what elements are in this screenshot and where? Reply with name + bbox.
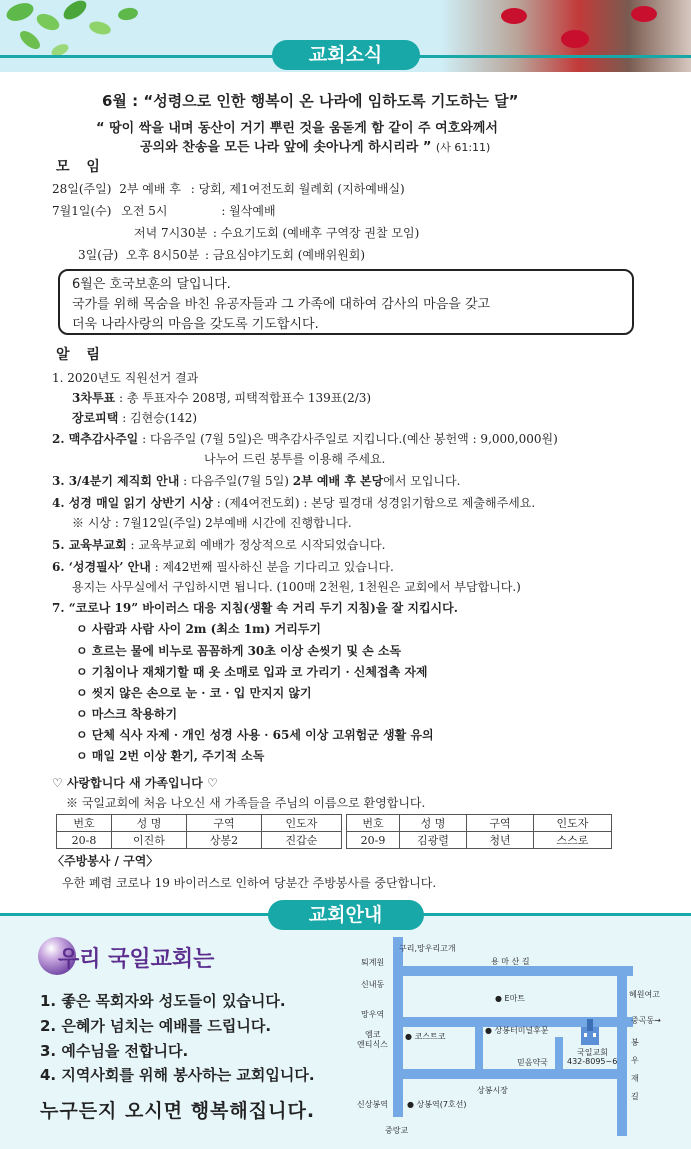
memorial-line: 더욱 나라사랑의 마음을 갖도록 기도합시다. <box>72 317 319 332</box>
welcome-slogan: 누구든지 오시면 행복해집니다. <box>40 1100 316 1122</box>
meeting-row <box>52 202 276 219</box>
text: : 다음주일(7월 5일) <box>179 474 293 488</box>
table-cell: 청년 <box>467 832 534 849</box>
meeting-desc: : 당회, 제1여전도회 월례회 (지하예배실) <box>190 182 405 196</box>
notices-heading: 알 림 <box>56 347 106 363</box>
kitchen-text: 우한 폐렴 코로나 19 바이러스로 인하여 당분간 주방봉사를 중단합니다. <box>62 876 437 890</box>
map-label-up: 구리,망우리고개 <box>399 944 456 953</box>
meeting-row <box>134 224 419 241</box>
verse-line-2 <box>140 136 490 155</box>
meeting-time: 저녁 7시30분 <box>134 226 208 240</box>
notice-4 <box>52 494 535 511</box>
map-label-bongu: 봉 <box>631 1038 639 1047</box>
label: 4. 성경 매일 읽기 상반기 시상 <box>52 496 213 510</box>
column-header: 성 명 <box>112 815 187 832</box>
map-label-road: 용 마 산 길 <box>491 957 530 966</box>
table-row <box>347 832 612 849</box>
text: : 교육부교회 예배가 정상적으로 시작되었습니다. <box>126 538 386 552</box>
meeting-desc: : 금요심야기도회 (예배위원회) <box>204 248 366 262</box>
notice-5 <box>52 536 385 553</box>
meeting-desc: : 수요기도회 (예배후 구역장 권찰 모임) <box>212 226 420 240</box>
meeting-date: 3일(금) <box>78 248 119 262</box>
memorial-line: 국가를 위해 목숨을 바친 유공자들과 그 가족에 대하여 감사의 마음을 갖고 <box>72 297 491 312</box>
memorial-month-box <box>58 269 634 335</box>
map-label-mangu: 망우역 <box>361 1010 385 1019</box>
feature-item: 4. 지역사회를 위해 봉사하는 교회입니다. <box>40 1066 315 1084</box>
table-header-row <box>347 815 612 832</box>
map-label-mideum: 믿음약국 <box>517 1058 548 1067</box>
verse-reference: (사 61:11) <box>435 141 491 154</box>
text: : 총 투표자수 208명, 피택적합표수 139표(2/3) <box>115 391 372 405</box>
label: 장로피택 <box>72 411 119 425</box>
notice-4-cont: ※ 시상 : 7월12일(주일) 2부예배 시간에 진행합니다. <box>72 516 352 530</box>
month-theme-title: 6월 : “성령으로 인한 행복이 온 나라에 임하도록 기도하는 달” <box>102 92 519 110</box>
notice-1-line2 <box>72 389 371 406</box>
table-cell: 김광렬 <box>400 832 467 849</box>
table-header-row <box>57 815 342 832</box>
map-label-yem2: 엔티식스 <box>357 1040 388 1049</box>
verse-line-1: “ 땅이 싹을 내며 동산이 거기 뿌린 것을 움돋게 함 같이 주 여호와께서 <box>96 121 498 136</box>
map-label-phone: 432-8095~6 <box>567 1057 618 1066</box>
verse-line-2-text: 공의와 찬송을 모든 나라 앞에 솟아나게 하시리라 ” <box>140 140 432 155</box>
text: : (제4여전도회) : 본당 필경대 성경읽기함으로 제출해주세요. <box>212 496 536 510</box>
column-header: 성 명 <box>400 815 467 832</box>
covid-rule: ㅇ 씻지 않은 손으로 눈 · 코 · 입 만지지 않기 <box>76 686 312 700</box>
map-label-emart: ● E마트 <box>495 994 526 1003</box>
label: 3차투표 <box>72 391 116 405</box>
meeting-time: 오전 5시 <box>121 204 168 218</box>
column-header: 인도자 <box>262 815 342 832</box>
label: 2. 맥추감사주일 <box>52 432 139 446</box>
map-label-jungrang: 중랑교 <box>385 1126 409 1135</box>
table-cell: 상봉2 <box>187 832 262 849</box>
bold: 2부 예배 후 본당 <box>292 474 384 488</box>
map-label-terminal: ● 상봉터미널후문 <box>485 1026 549 1035</box>
map-label-toegyewon: 퇴계원 <box>361 958 385 967</box>
meeting-date: 28일(주일) <box>52 182 112 196</box>
map-road-vertical-left <box>393 937 403 1117</box>
location-map <box>345 933 665 1139</box>
meeting-row <box>52 180 405 197</box>
church-building-icon <box>579 1019 601 1045</box>
map-label-market: 상봉시장 <box>477 1086 508 1095</box>
notice-6 <box>52 558 394 575</box>
map-label-hyewon: 혜원여고 <box>629 990 660 999</box>
map-road-small-2 <box>555 1037 563 1069</box>
map-label-sinsangbong: 신상봉역 <box>357 1100 388 1109</box>
label: 5. 교육부교회 <box>52 538 127 552</box>
kitchen-heading: 〈주방봉사 / 구역〉 <box>52 854 159 868</box>
covid-rule: ㅇ 매일 2번 이상 환기, 주기적 소독 <box>76 749 265 763</box>
map-label-bongu3: 재 <box>631 1074 639 1083</box>
map-label-church: 국일교회 <box>577 1048 608 1057</box>
newcomers-table-left <box>56 814 342 849</box>
notice-2 <box>52 430 558 447</box>
text: : 김현승(142) <box>118 411 198 425</box>
newcomers-table-right <box>346 814 612 849</box>
meeting-time: 2부 예배 후 <box>119 182 181 196</box>
table-row <box>57 832 342 849</box>
text: : 제42번째 필사하신 분을 기다리고 있습니다. <box>150 560 394 574</box>
notice-3 <box>52 472 460 489</box>
column-header: 번호 <box>347 815 400 832</box>
map-label-junggok: 중곡동→ <box>631 1016 661 1025</box>
intro-title: 우리 국일교회는 <box>58 947 215 972</box>
intro-ribbon: 교회안내 <box>268 900 424 930</box>
map-label-bongu2: 우 <box>631 1056 639 1065</box>
column-header: 인도자 <box>534 815 612 832</box>
map-label-sangbong-station: ● 상봉역(7호선) <box>407 1100 467 1109</box>
newcomers-heading: ♡ 사랑합니다 새 가족입니다 ♡ <box>52 776 218 790</box>
notice-1-head: 1. 2020년도 직원선거 결과 <box>52 371 199 385</box>
table-cell: 이진하 <box>112 832 187 849</box>
map-label-sinnaedong: 신내동 <box>361 980 385 989</box>
covid-rule: ㅇ 흐르는 물에 비누로 꼼꼼하게 30초 이상 손씻기 및 손 소독 <box>76 644 402 658</box>
notice-7-head: 7. “코로나 19” 바이러스 대응 지침(생활 속 거리 두기 지침)을 잘 지킵시다. <box>52 601 458 615</box>
map-road-horizontal-top <box>393 966 633 976</box>
feature-item: 3. 예수님을 전합니다. <box>40 1042 189 1060</box>
meeting-date: 7월1일(수) <box>52 204 112 218</box>
notice-1-line3 <box>72 409 197 426</box>
table-cell: 진갑순 <box>262 832 342 849</box>
end: 에서 모입니다. <box>383 474 461 488</box>
map-road-vertical-right <box>617 966 627 1136</box>
covid-rule: ㅇ 마스크 착용하기 <box>76 707 178 721</box>
label: 3. 3/4분기 제직회 안내 <box>52 474 180 488</box>
map-label-costco: ● 코스트코 <box>405 1032 446 1041</box>
notice-6-cont: 용지는 사무실에서 구입하시면 됩니다. (100매 2천원, 1천원은 교회에서 부담합니다.) <box>72 580 521 594</box>
table-cell: 20-9 <box>347 832 400 849</box>
table-cell: 20-8 <box>57 832 112 849</box>
news-ribbon: 교회소식 <box>272 40 420 70</box>
covid-rule: ㅇ 사람과 사람 사이 2m (최소 1m) 거리두기 <box>76 622 321 636</box>
choir-photo <box>441 0 691 72</box>
column-header: 구역 <box>187 815 262 832</box>
covid-rule: ㅇ 기침이나 재채기할 때 옷 소매로 입과 코 가리기 · 신체접촉 자제 <box>76 665 428 679</box>
leaves-decoration <box>0 0 170 70</box>
newcomers-note: ※ 국일교회에 처음 나오신 새 가족들을 주님의 이름으로 환영합니다. <box>66 796 426 810</box>
memorial-line: 6월은 호국보훈의 달입니다. <box>72 277 231 292</box>
meetings-heading: 모 임 <box>56 159 106 175</box>
notice-2-cont: 나누어 드린 봉투를 이용해 주세요. <box>204 452 386 466</box>
meeting-row <box>78 246 365 263</box>
feature-item: 1. 좋은 목회자와 성도들이 있습니다. <box>40 992 286 1010</box>
map-road-small <box>475 1017 483 1069</box>
text: : 다음주일 (7월 5일)은 맥추감사주일로 지킵니다.(예산 봉헌액 : 9,000,000원) <box>138 432 558 446</box>
meeting-time: 오후 8시50분 <box>126 248 200 262</box>
map-road-horizontal-low <box>393 1069 617 1079</box>
table-cell: 스스로 <box>534 832 612 849</box>
column-header: 구역 <box>467 815 534 832</box>
column-header: 번호 <box>57 815 112 832</box>
meeting-desc: : 월삭예배 <box>221 204 276 218</box>
map-label-bongu4: 길 <box>631 1092 639 1101</box>
map-label-yem: 엠코 <box>365 1030 381 1039</box>
feature-item: 2. 은혜가 넘치는 예배를 드립니다. <box>40 1017 272 1035</box>
covid-rule: ㅇ 단체 식사 자제 · 개인 성경 사용 · 65세 이상 고위험군 생활 유의 <box>76 728 434 742</box>
label: 6. ‘성경필사’ 안내 <box>52 560 151 574</box>
